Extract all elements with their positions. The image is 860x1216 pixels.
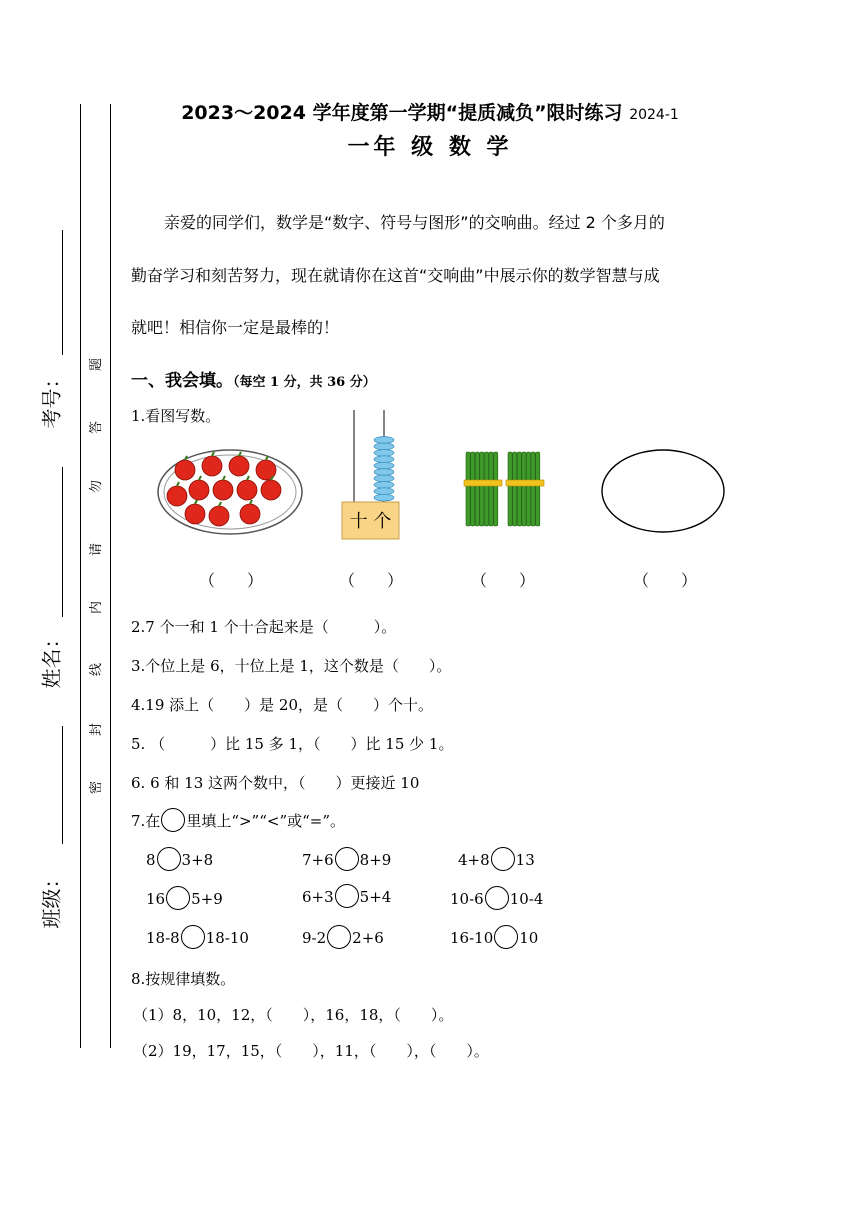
title-date: 2024-1 <box>629 107 679 123</box>
compare-circle[interactable] <box>485 886 509 910</box>
bead-icon <box>374 488 394 495</box>
seal-char: 封 <box>89 722 105 737</box>
compare-item: 18-8 18-10 <box>146 927 249 951</box>
ribbon-icon <box>506 480 544 486</box>
seal-char: 线 <box>89 662 105 677</box>
stick-icon <box>480 452 484 526</box>
compare-circle[interactable] <box>157 847 181 871</box>
stick-icon <box>508 452 512 526</box>
seal-char: 请 <box>89 542 105 557</box>
stick-icon <box>522 452 526 526</box>
compare-circle[interactable] <box>494 925 518 949</box>
apple-icon <box>240 504 260 524</box>
compare-item: 6+3 5+4 <box>302 886 391 910</box>
section-heading <box>131 366 376 391</box>
apple-icon <box>202 456 222 476</box>
stick-icon <box>494 452 498 526</box>
binding-line-inner <box>110 104 111 1048</box>
exam-no-underline <box>62 230 63 355</box>
intro-line: 就吧！相信你一定是最棒的！ <box>131 318 340 337</box>
name-underline <box>62 467 63 617</box>
answer-blank[interactable]: （ ） <box>470 571 535 590</box>
compare-circle[interactable] <box>491 847 515 871</box>
abacus-label: 十 个 <box>349 511 392 532</box>
class-underline <box>62 726 63 844</box>
bead-icon <box>374 494 394 501</box>
abacus-image <box>340 408 402 543</box>
q8-line: （1）8，10，12，（ ），16，18，（ ）。 <box>133 1006 454 1024</box>
apple-icon <box>189 480 209 500</box>
stick-icon <box>536 452 540 526</box>
question-1: 1.看图写数。 <box>131 407 221 425</box>
question-6: 6. 6 和 13 这两个数中，（ ）更接近 10 <box>131 774 420 792</box>
stick-icon <box>471 452 475 526</box>
bead-icon <box>374 481 394 488</box>
name-label: 姓名： <box>39 628 64 689</box>
question-3: 3.个位上是 6，十位上是 1，这个数是（ ）。 <box>131 657 452 675</box>
stick-icon <box>484 452 488 526</box>
apple-icon <box>209 506 229 526</box>
question-2: 2.7 个一和 1 个十合起来是（ ）。 <box>131 618 397 636</box>
apple-icon <box>237 480 257 500</box>
apple-plate-image <box>155 448 305 538</box>
bead-icon <box>374 437 394 444</box>
stick-icon <box>489 452 493 526</box>
q7-prefix: 7.在 <box>131 812 161 830</box>
answer-blank[interactable]: （ ） <box>338 571 403 590</box>
compare-circle[interactable] <box>166 886 190 910</box>
bead-icon <box>374 449 394 456</box>
seal-char: 内 <box>89 600 105 615</box>
compare-item: 16-10 10 <box>450 927 538 951</box>
stick-bundles-image <box>462 448 552 530</box>
page-title <box>0 98 860 125</box>
compare-item: 16 5+9 <box>146 888 223 912</box>
seal-char: 勿 <box>89 479 105 494</box>
seal-char: 题 <box>89 357 105 372</box>
compare-item: 4+8 13 <box>458 849 535 873</box>
compare-item: 9-2 2+6 <box>302 927 384 951</box>
section-title: 一、我会填。 <box>131 371 233 391</box>
answer-oval <box>600 448 726 534</box>
stick-icon <box>531 452 535 526</box>
compare-circle[interactable] <box>327 925 351 949</box>
bead-icon <box>374 443 394 450</box>
apple-icon <box>229 456 249 476</box>
binding-line-outer <box>80 104 81 1048</box>
stick-icon <box>526 452 530 526</box>
apple-icon <box>213 480 233 500</box>
exam-no-label: 考号： <box>39 368 64 429</box>
question-8: 8.按规律填数。 <box>131 970 236 988</box>
stick-icon <box>466 452 470 526</box>
q8-line: （2）19，17，15，（ ），11，（ ），（ ）。 <box>133 1042 489 1060</box>
bead-icon <box>374 469 394 476</box>
seal-char: 答 <box>89 420 105 435</box>
ribbon-icon <box>464 480 502 486</box>
intro-line: 亲爱的同学们，数学是“数字、符号与图形”的交响曲。经过 2 个多月的 <box>164 213 665 232</box>
compare-circle[interactable] <box>181 925 205 949</box>
answer-blank[interactable]: （ ） <box>632 571 697 590</box>
title-text: 2023～2024 学年度第一学期“提质减负”限时练习 <box>181 102 623 124</box>
bead-icon <box>374 475 394 482</box>
circle-icon <box>161 808 185 832</box>
compare-item: 7+6 8+9 <box>302 849 391 873</box>
score-note: （每空 1 分，共 36 分） <box>233 375 376 390</box>
compare-item: 10-6 10-4 <box>450 888 543 912</box>
bead-icon <box>374 462 394 469</box>
apple-icon <box>261 480 281 500</box>
stick-icon <box>517 452 521 526</box>
intro-line: 勤奋学习和刻苦努力，现在就请你在这首“交响曲”中展示你的数学智慧与成 <box>131 266 660 285</box>
apple-icon <box>185 504 205 524</box>
q7-suffix: 里填上“>”“<”或“=”。 <box>186 812 346 830</box>
question-5: 5. （ ）比 15 多 1，（ ）比 15 少 1。 <box>131 735 454 753</box>
compare-circle[interactable] <box>335 884 359 908</box>
stick-icon <box>513 452 517 526</box>
page-subtitle: 一年 级 数 学 <box>347 135 513 160</box>
bead-icon <box>374 456 394 463</box>
seal-char: 密 <box>89 780 105 795</box>
class-label: 班级： <box>39 868 64 929</box>
answer-blank[interactable]: （ ） <box>198 571 263 590</box>
apple-icon <box>175 460 195 480</box>
compare-circle[interactable] <box>335 847 359 871</box>
stick-icon <box>475 452 479 526</box>
question-4: 4.19 添上（ ）是 20，是（ ）个十。 <box>131 696 434 714</box>
apple-icon <box>167 486 187 506</box>
question-7 <box>131 810 345 834</box>
compare-item: 8 3+8 <box>146 849 213 873</box>
